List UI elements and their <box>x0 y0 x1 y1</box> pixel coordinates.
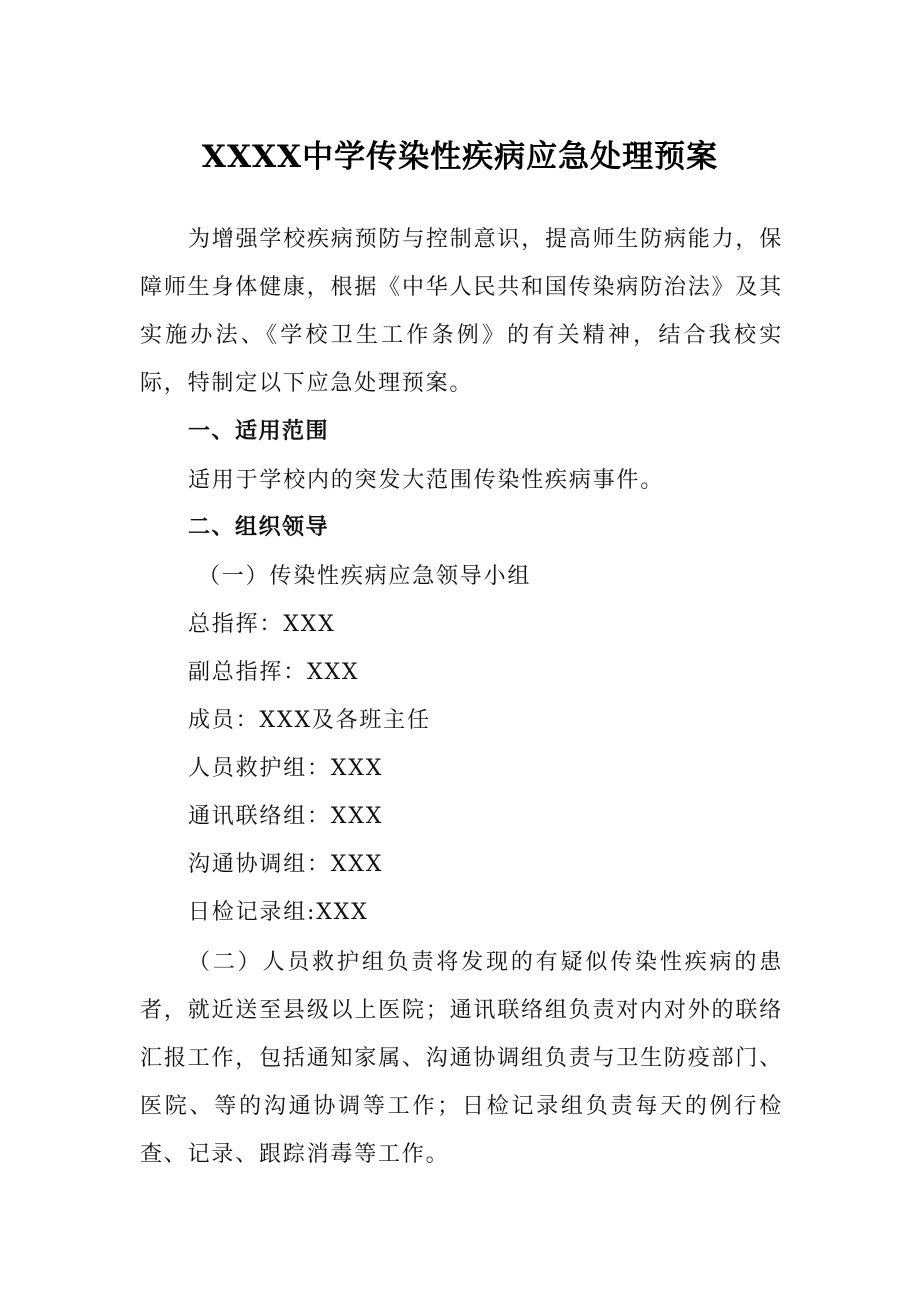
scope-text: 适用于学校内的突发大范围传染性疾病事件。 <box>188 468 665 493</box>
member-commander: 总指挥：XXX <box>188 612 336 637</box>
member-daily-check-team: 日检记录组:XXX <box>188 900 369 925</box>
member-coordination-team: 沟通协调组：XXX <box>188 852 384 877</box>
member-members: 成员：XXX及各班主任 <box>188 708 431 733</box>
document-title: XXXX中学传染性疾病应急处理预案 <box>201 138 719 175</box>
section-heading-organization: 二、组织领导 <box>188 515 330 540</box>
section-heading-scope: 一、适用范围 <box>188 419 330 444</box>
responsibilities-paragraph: （二）人员救护组负责将发现的有疑似传染性疾病的患者，就近送至县级以上医院；通讯联络组负责对内对外的联络汇报工作，包括通知家属、沟通协调组负责与卫生防疫部门、医院、等的沟通协调等工作；日检记录组负责每天的例行检查、记录、跟踪消毒等工作。 <box>140 950 783 1167</box>
member-rescue-team: 人员救护组：XXX <box>188 756 384 781</box>
member-deputy-commander: 副总指挥：XXX <box>188 660 360 685</box>
intro-paragraph: 为增强学校疾病预防与控制意识，提高师生防病能力，保障师生身体健康，根据《中华人民共和国传染病防治法》及其实施办法、《学校卫生工作条例》的有关精神，结合我校实际，特制定以下应急处理预案。 <box>140 227 784 396</box>
member-communication-team: 通讯联络组：XXX <box>188 804 384 829</box>
subsection-leadership-group: （一）传染性疾病应急领导小组 <box>198 564 532 589</box>
